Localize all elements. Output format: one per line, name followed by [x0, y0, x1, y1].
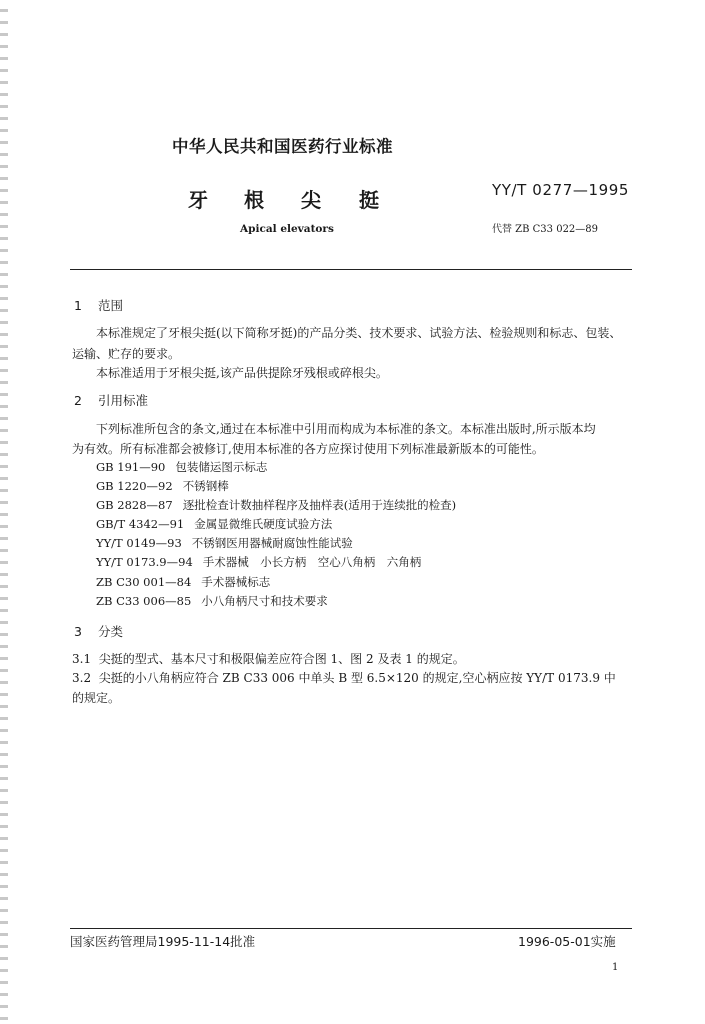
section-3-heading	[74, 622, 123, 640]
reference-item	[96, 535, 353, 551]
organization-title: 中华人民共和国医药行业标准	[172, 137, 393, 156]
clause-number: 3.2	[72, 671, 92, 685]
section-title: 引用标准	[97, 393, 148, 408]
effective-date: 1996-05-01实施	[518, 934, 616, 949]
title-char-2: 根	[244, 188, 264, 212]
title-char-3: 尖	[301, 188, 321, 212]
reference-name: 金属显微维氏硬度试验方法	[194, 517, 333, 531]
english-title: Apical elevators	[240, 223, 334, 235]
footer-rule	[70, 928, 632, 929]
page-number: 1	[612, 962, 619, 973]
reference-item	[96, 554, 421, 570]
s1-paragraph-2: 本标准适用于牙根尖挺,该产品供提除牙残根或碎根尖。	[96, 366, 388, 380]
section-number: 1	[74, 298, 82, 313]
clause-3-2-line-2: 的规定。	[72, 691, 121, 705]
reference-item	[96, 574, 270, 590]
section-number: 3	[74, 624, 82, 639]
reference-code: GB 2828—87	[96, 498, 173, 512]
reference-code: ZB C30 001—84	[96, 575, 192, 589]
clause-text: 尖挺的小八角柄应符合 ZB C33 006 中单头 B 型 6.5×120 的规定,空心柄应按 YY/T 0173.9 中	[98, 671, 616, 685]
reference-item	[96, 497, 456, 513]
reference-item	[96, 478, 229, 494]
binding-holes	[0, 0, 8, 1024]
reference-item	[96, 459, 267, 475]
title-char-4: 挺	[359, 188, 379, 212]
s1-paragraph-1-line-1: 本标准规定了牙根尖挺(以下简称牙挺)的产品分类、技术要求、试验方法、检验规则和标志、包装、	[96, 326, 622, 340]
section-title: 分类	[97, 624, 123, 639]
title-char-1: 牙	[188, 188, 208, 212]
approval-line: 国家医药管理局1995-11-14批准	[70, 934, 256, 949]
reference-name: 不锈钢棒	[182, 479, 229, 493]
reference-code: ZB C33 006—85	[96, 594, 192, 608]
section-number: 2	[74, 393, 82, 408]
s1-paragraph-1-line-2: 运输、贮存的要求。	[72, 347, 181, 361]
section-2-heading	[74, 391, 148, 409]
replaces-standard: 代替 ZB C33 022—89	[492, 224, 599, 235]
clause-3-1	[72, 650, 465, 667]
reference-name: 包装储运图示标志	[175, 460, 268, 474]
reference-code: GB 1220—92	[96, 479, 173, 493]
reference-item	[96, 516, 332, 532]
standard-number: YY/T 0277—1995	[492, 181, 630, 199]
clause-text: 尖挺的型式、基本尺寸和极限偏差应符合图 1、图 2 及表 1 的规定。	[98, 652, 465, 666]
reference-code: GB 191—90	[96, 460, 166, 474]
reference-code: YY/T 0149—93	[96, 536, 182, 550]
clause-3-2-line-1	[72, 669, 616, 686]
section-title: 范围	[97, 298, 123, 313]
reference-name: 手术器械标志	[201, 575, 271, 589]
clause-number: 3.1	[72, 652, 92, 666]
reference-name: 不锈钢医用器械耐腐蚀性能试验	[191, 536, 353, 550]
section-1-heading	[74, 296, 123, 314]
reference-name: 逐批检查计数抽样程序及抽样表(适用于连续批的检查)	[182, 498, 457, 512]
header-rule	[70, 269, 632, 270]
s2-paragraph-line-1: 下列标准所包含的条文,通过在本标准中引用而构成为本标准的条文。本标准出版时,所示版本均	[96, 422, 596, 436]
reference-code: YY/T 0173.9—94	[96, 555, 193, 569]
s2-paragraph-line-2: 为有效。所有标准都会被修订,使用本标准的各方应探讨使用下列标准最新版本的可能性。	[72, 442, 544, 456]
reference-name: 手术器械 小长方柄 空心八角柄 六角柄	[202, 555, 422, 569]
reference-name: 小八角柄尺寸和技术要求	[201, 594, 328, 608]
reference-item	[96, 593, 328, 609]
reference-code: GB/T 4342—91	[96, 517, 185, 531]
